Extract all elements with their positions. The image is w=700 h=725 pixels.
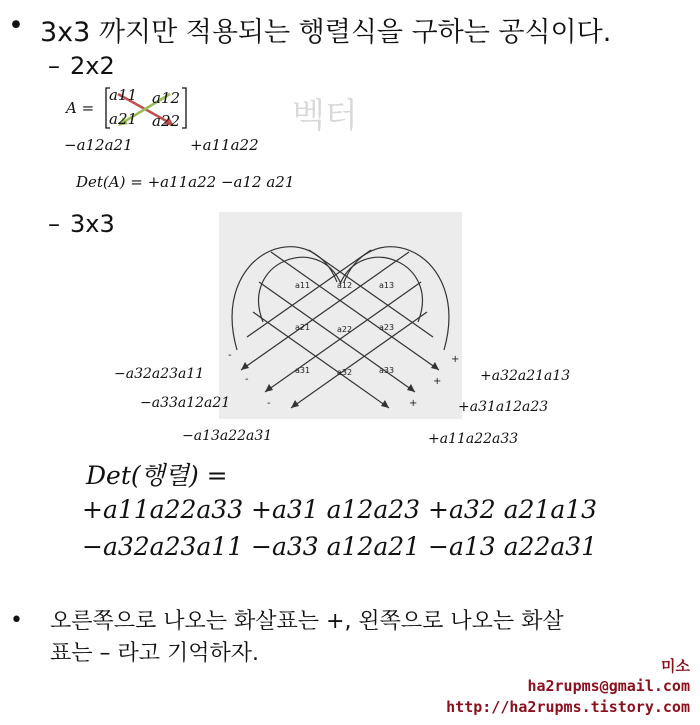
footer-author: 미소	[661, 657, 690, 675]
matrix-cell-a21: a21	[109, 110, 138, 128]
term-right-3: +a11a22a33	[428, 431, 519, 447]
note-line-2: 표는 – 라고 기억하자.	[50, 641, 259, 666]
diagram-cell: a21	[295, 323, 311, 332]
matrix-cell-a22: a22	[152, 112, 181, 130]
minus-sign: -	[267, 398, 271, 409]
plus-sign: +	[409, 398, 418, 409]
det-line-negative: −a32a23a11 −a33 a12a21 −a13 a22a31	[82, 532, 598, 561]
term-right-1: +a32a21a13	[480, 368, 571, 384]
det-title-3x3: Det(행렬) =	[86, 461, 228, 490]
heading-text: 3x3 까지만 적용되는 행렬식을 구하는 공식이다.	[40, 17, 612, 48]
matrix-cell-a12: a12	[152, 89, 181, 107]
diagram-cell: a12	[337, 281, 353, 290]
sub-dash-2x2: –	[48, 52, 60, 80]
plus-sign: +	[433, 376, 442, 387]
term-pos-2x2: +a11a22	[190, 136, 259, 154]
diagram-cell: a32	[337, 368, 353, 377]
note-line-1: 오른쪽으로 나오는 화살표는 +, 왼쪽으로 나오는 화살	[50, 609, 564, 634]
term-neg-2x2: −a12a21	[64, 136, 133, 154]
matrix-cell-a11: a11	[109, 86, 138, 104]
term-right-2: +a31a12a23	[458, 399, 549, 415]
minus-sign: -	[228, 350, 232, 361]
sub-dash-3x3: –	[48, 210, 60, 238]
footer-url: http://ha2rupms.tistory.com	[446, 698, 690, 716]
minus-sign: -	[245, 374, 249, 385]
diagram-cell: a33	[379, 366, 395, 375]
watermark-text: 벡터	[292, 96, 358, 136]
sub-label-2x2: 2x2	[70, 52, 115, 80]
diagram-cell: a22	[337, 325, 353, 334]
diagram-cell: a11	[295, 281, 311, 290]
sarrus-svg	[219, 212, 462, 419]
right-bracket	[182, 88, 186, 128]
footer-email: ha2rupms@gmail.com	[527, 677, 690, 695]
diagram-cell: a13	[379, 281, 395, 290]
diagram-cell: a31	[295, 366, 311, 375]
det-formula-2x2: Det(A) = +a11a22 −a12 a21	[76, 173, 295, 191]
bullet-dot: •	[8, 10, 24, 41]
term-left-1: −a32a23a11	[114, 366, 205, 382]
det-line-positive: +a11a22a33 +a31 a12a23 +a32 a21a13	[82, 495, 598, 524]
plus-sign: +	[451, 354, 460, 365]
sarrus-diagram	[219, 212, 462, 419]
sub-label-3x3: 3x3	[70, 210, 115, 238]
note-bullet: •	[10, 608, 23, 633]
matrix-lhs: A =	[66, 99, 95, 117]
term-left-3: −a13a22a31	[182, 428, 273, 444]
diagram-cell: a23	[379, 323, 395, 332]
term-left-2: −a33a12a21	[140, 395, 231, 411]
